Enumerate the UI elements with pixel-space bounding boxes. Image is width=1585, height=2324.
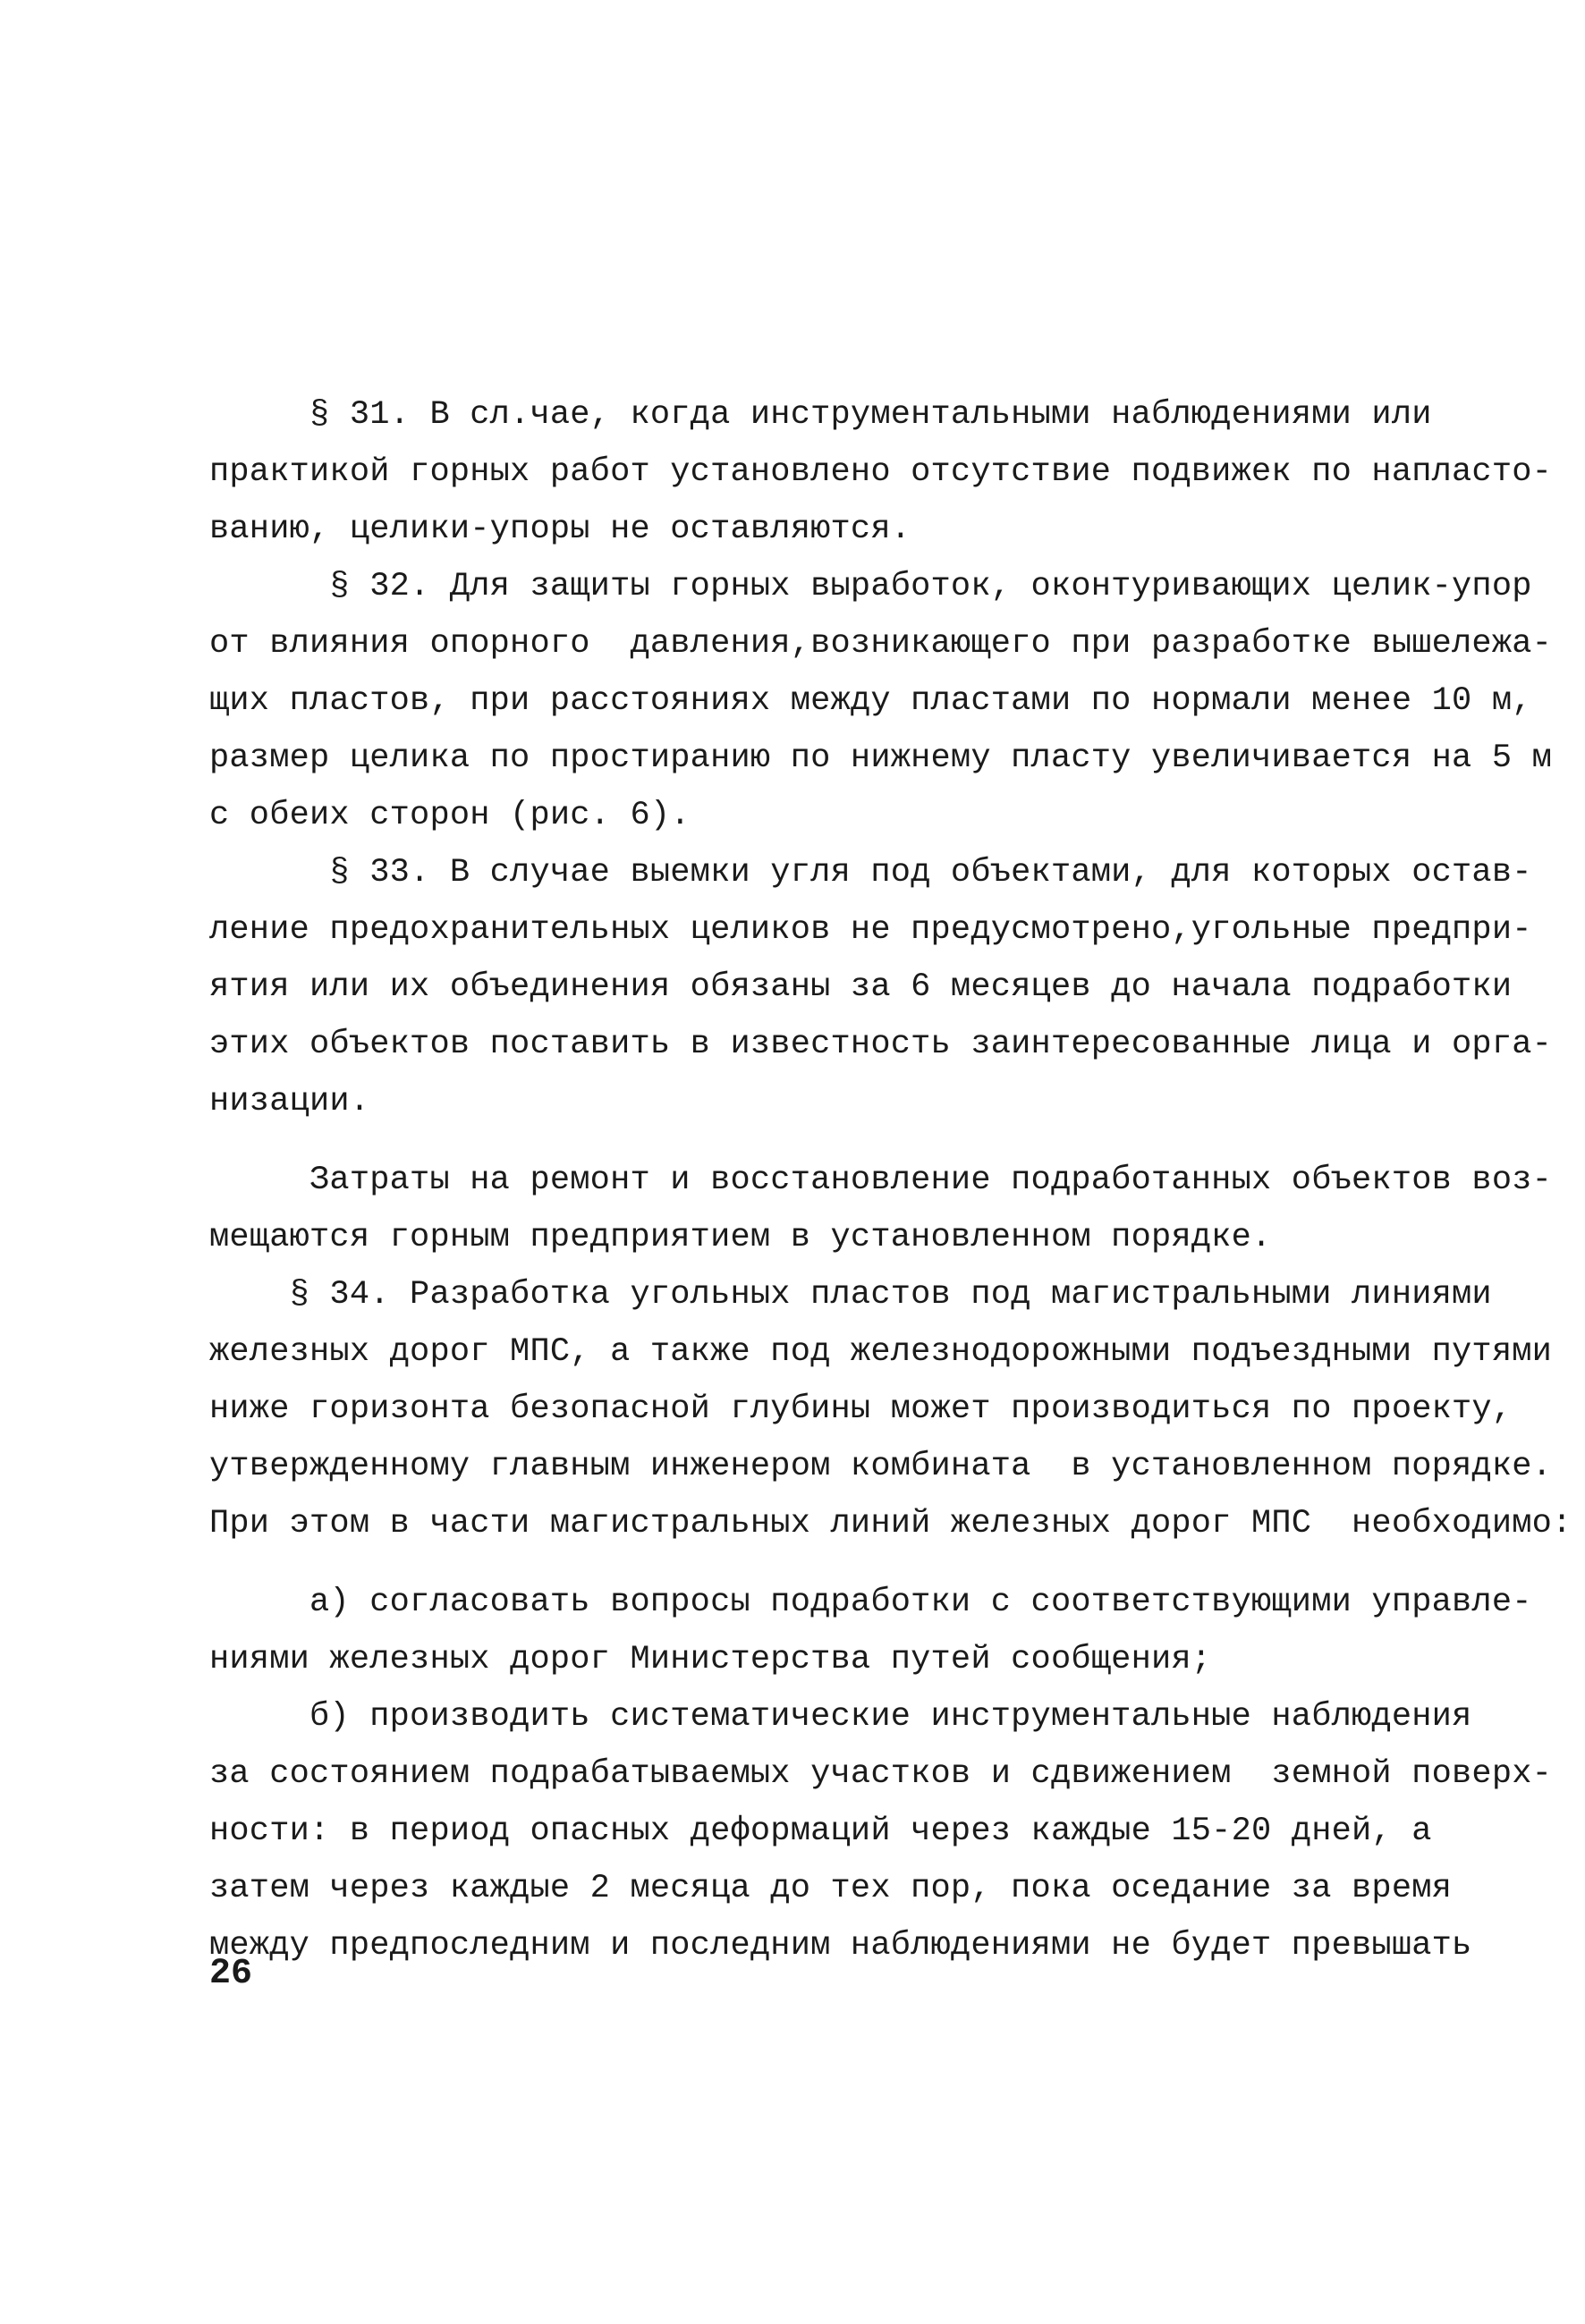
page-number: 26 bbox=[209, 1954, 253, 1994]
text-line: а) согласовать вопросы подработки с соответствующими управле- bbox=[209, 1584, 1532, 1621]
text-line: за состоянием подрабатываемых участков и сдвижением земной поверх- bbox=[209, 1755, 1553, 1793]
paragraph-34 bbox=[209, 1266, 1572, 1552]
text-line: размер целика по простиранию по нижнему пласту увеличивается на 5 м bbox=[209, 739, 1553, 777]
text-line: железных дорог МПС, а также под железнодорожными подъездными путями bbox=[209, 1333, 1553, 1371]
text-line: ности: в период опасных деформаций через каждые 15-20 дней, а bbox=[209, 1813, 1432, 1850]
text-line: § 33. В случае выемки угля под объектами, для которых остав- bbox=[209, 854, 1532, 892]
text-line: ление предохранительных целиков не предусмотрено,угольные предпри- bbox=[209, 911, 1532, 949]
paragraph-33 bbox=[209, 844, 1553, 1130]
text-line: с обеих сторон (рис. 6). bbox=[209, 797, 691, 834]
text-line: При этом в части магистральных линий железных дорог МПС необходимо: bbox=[209, 1505, 1572, 1542]
text-line: ниже горизонта безопасной глубины может производиться по проекту, bbox=[209, 1390, 1513, 1428]
text-line: затем через каждые 2 месяца до тех пор, пока оседание за время bbox=[209, 1870, 1453, 1907]
text-line: низации. bbox=[209, 1083, 370, 1120]
text-line: ятия или их объединения обязаны за 6 месяцев до начала подработки bbox=[209, 968, 1513, 1006]
text-line: § 32. Для защиты горных выработок, оконтуривающих целик-упор bbox=[209, 568, 1532, 605]
text-line: Затраты на ремонт и восстановление подработанных объектов воз- bbox=[209, 1162, 1553, 1199]
text-line: от влияния опорного давления,возникающего при разработке вышележа- bbox=[209, 625, 1553, 663]
text-line: щих пластов, при расстояниях между пластами по нормали менее 10 м, bbox=[209, 682, 1532, 720]
list-item-a bbox=[209, 1574, 1532, 1688]
text-line: утвержденному главным инженером комбината в установленном порядке. bbox=[209, 1448, 1553, 1485]
paragraph-32 bbox=[209, 558, 1553, 844]
text-line: мещаются горным предприятием в установленном порядке. bbox=[209, 1219, 1272, 1256]
paragraph-costs bbox=[209, 1152, 1553, 1266]
text-line: ванию, целики-упоры не оставляются. bbox=[209, 511, 911, 548]
text-line: между предпоследним и последним наблюдениями не будет превышать bbox=[209, 1927, 1472, 1965]
text-line: § 31. В сл.чае, когда инструментальными наблюдениями или bbox=[209, 396, 1432, 434]
text-line: практикой горных работ установлено отсутствие подвижек по напласто- bbox=[209, 453, 1553, 491]
paragraph-31 bbox=[209, 386, 1553, 558]
paragraph-gap bbox=[209, 1130, 1408, 1152]
body-text bbox=[209, 386, 1572, 1974]
text-line: ниями железных дорог Министерства путей сообщения; bbox=[209, 1641, 1212, 1678]
paragraph-gap bbox=[209, 1552, 1408, 1574]
text-line: б) производить систематические инструментальные наблюдения bbox=[209, 1698, 1472, 1736]
text-line: этих объектов поставить в известность заинтересованные лица и орга- bbox=[209, 1026, 1553, 1063]
text-line: § 34. Разработка угольных пластов под магистральными линиями bbox=[209, 1276, 1492, 1314]
list-item-b bbox=[209, 1688, 1553, 1974]
